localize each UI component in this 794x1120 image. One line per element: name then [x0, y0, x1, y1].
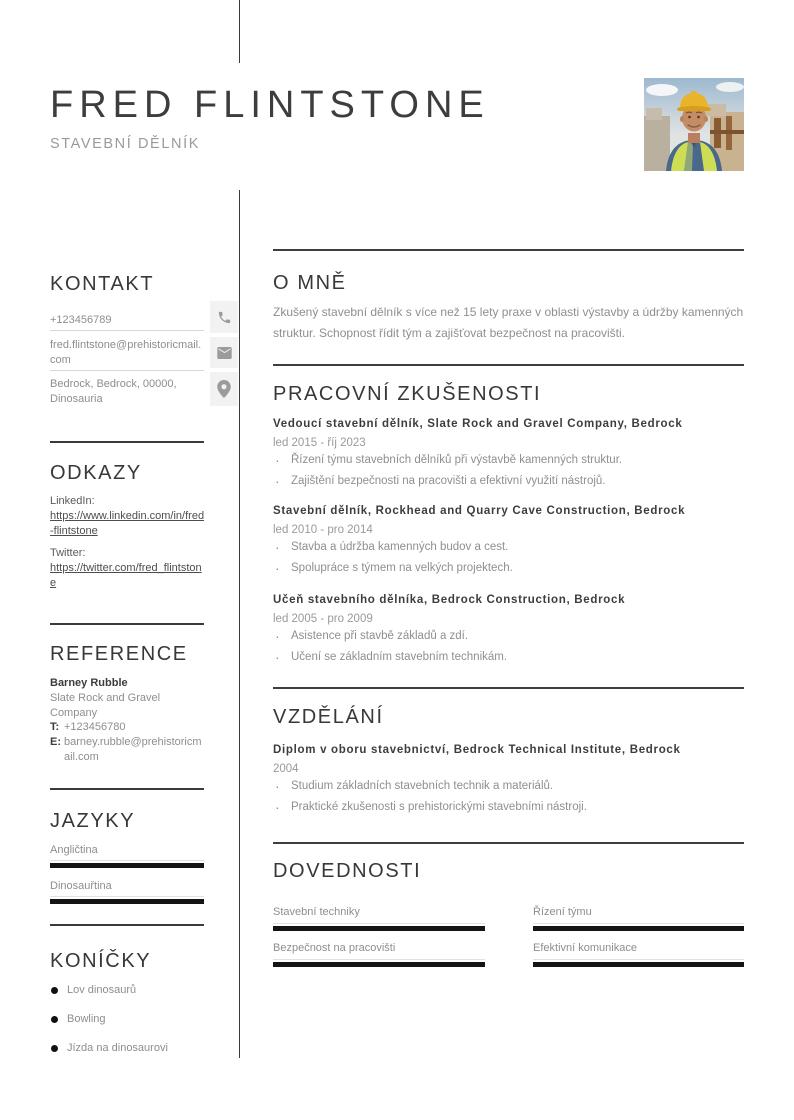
skill-level-bar [273, 926, 485, 931]
skill-level-bar [533, 962, 744, 967]
skill-name: Efektivní komunikace [533, 942, 637, 954]
hobbies-list [50, 983, 205, 1070]
person-name: FRED FLINTSTONE [50, 84, 490, 126]
job-bullets [273, 629, 744, 665]
sidebar-divider-2 [50, 623, 204, 625]
section-rule-education [273, 687, 744, 689]
link-label-twitter: Twitter: [50, 547, 86, 559]
skill-item [533, 941, 744, 967]
link-linkedin [50, 509, 205, 539]
link-label-linkedin: LinkedIn: [50, 495, 95, 507]
reference-phone: +123456780 [64, 721, 126, 733]
language-bar-track [50, 860, 204, 868]
linkedin-url[interactable]: https://www.linkedin.com/in/fred-flintstone [50, 510, 205, 537]
profile-photo-illustration [644, 78, 744, 171]
skill-name: Stavební techniky [273, 906, 360, 918]
location-icon [210, 372, 238, 406]
reference-email-label: E: [50, 736, 61, 748]
section-rule-about [273, 249, 744, 251]
hobby-item: Jízda na dinosaurovi [50, 1041, 205, 1056]
link-twitter [50, 561, 205, 591]
job-bullets [273, 540, 744, 576]
skill-level-bar [533, 926, 744, 931]
language-level-bar [50, 863, 204, 868]
twitter-url[interactable]: https://twitter.com/fred_flintstone [50, 562, 202, 589]
reference-email-row [50, 735, 205, 765]
job-dates: led 2010 - pro 2014 [273, 524, 373, 536]
skill-item [533, 905, 744, 931]
vertical-divider-main [239, 190, 240, 1058]
reference-company: Slate Rock and Gravel Company [50, 692, 161, 719]
education-heading: VZDĚLÁNÍ [273, 706, 384, 728]
job-title: Učeň stavebního dělníka, Bedrock Construction, Bedrock [273, 594, 626, 606]
experience-entry [273, 504, 744, 576]
job-bullets [273, 453, 744, 489]
job-bullet: · Asistence při stavbě základů a zdí. [273, 629, 744, 644]
hobby-item: Lov dinosaurů [50, 983, 205, 998]
language-level-bar [50, 899, 204, 904]
hobbies-heading: KONÍČKY [50, 950, 152, 972]
education-dates: 2004 [273, 763, 299, 775]
reference-email: barney.rubble@prehistoricmail.com [64, 736, 202, 763]
skill-name: Bezpečnost na pracovišti [273, 942, 396, 954]
mail-icon [210, 337, 238, 368]
experience-entry [273, 593, 744, 665]
section-rule-skills [273, 842, 744, 844]
skill-bar-track [273, 959, 485, 967]
education-bullets [273, 779, 744, 815]
skill-item [273, 905, 485, 931]
skill-item [273, 941, 485, 967]
sidebar-divider-4 [50, 924, 204, 926]
skill-bar-track [273, 923, 485, 931]
contact-heading: KONTAKT [50, 273, 155, 295]
about-text: Zkušený stavební dělník s více než 15 lety praxe v oblasti výstavby a údržby kamenných struktur. Schopnost řídit tým a zajišťovat bezpečnost na pracovišti. [273, 305, 744, 340]
job-bullet: · Zajištění bezpečnosti na pracovišti a efektivní využití nástrojů. [273, 474, 744, 489]
language-name: Dinosauřtina [50, 880, 112, 892]
language-item [50, 879, 204, 904]
reference-heading: REFERENCE [50, 643, 188, 665]
skill-name: Řízení týmu [533, 906, 592, 918]
person-job-title: STAVEBNÍ DĚLNÍK [50, 136, 200, 152]
profile-photo [644, 78, 744, 171]
experience-entry [273, 417, 744, 489]
reference-name: Barney Rubble [50, 677, 128, 689]
sidebar-divider-1 [50, 441, 204, 443]
languages-heading: JAZYKY [50, 810, 136, 832]
skill-bar-track [533, 923, 744, 931]
language-name: Angličtina [50, 844, 98, 856]
links-heading: ODKAZY [50, 462, 142, 484]
language-bar-track [50, 896, 204, 904]
job-title: Vedoucí stavební dělník, Slate Rock and Gravel Company, Bedrock [273, 418, 683, 430]
job-bullet: · Spolupráce s týmem na velkých projektech. [273, 561, 744, 576]
education-title: Diplom v oboru stavebnictví, Bedrock Technical Institute, Bedrock [273, 744, 681, 756]
job-title: Stavební dělník, Rockhead and Quarry Cave Construction, Bedrock [273, 505, 686, 517]
about-heading: O MNĚ [273, 272, 347, 294]
reference-phone-row [50, 720, 205, 735]
experience-heading: PRACOVNÍ ZKUŠENOSTI [273, 383, 542, 405]
reference-phone-label: T: [50, 721, 60, 733]
education-bullet: · Studium základních stavebních technik a materiálů. [273, 779, 744, 794]
skills-heading: DOVEDNOSTI [273, 860, 422, 882]
contact-phone: +123456789 [50, 314, 112, 326]
skill-level-bar [273, 962, 485, 967]
phone-icon [210, 301, 238, 333]
section-rule-experience [273, 364, 744, 366]
job-dates: led 2015 - říj 2023 [273, 437, 366, 449]
job-bullet: · Stavba a údržba kamenných budov a cest. [273, 540, 744, 555]
language-item [50, 843, 204, 868]
education-bullet: · Praktické zkušenosti s prehistorickými stavebními nástroji. [273, 800, 744, 815]
sidebar-divider-3 [50, 788, 204, 790]
skill-bar-track [533, 959, 744, 967]
contact-separator-2 [50, 370, 204, 371]
job-bullet: · Učení se základním stavebním technikám. [273, 650, 744, 665]
job-bullet: · Řízení týmu stavebních dělníků při výstavbě kamenných struktur. [273, 453, 744, 468]
job-dates: led 2005 - pro 2009 [273, 613, 373, 625]
contact-separator-1 [50, 330, 204, 331]
hobby-item: Bowling [50, 1012, 205, 1027]
contact-address: Bedrock, Bedrock, 00000, Dinosauria [50, 378, 177, 405]
skills-grid [273, 905, 744, 967]
education-entry [273, 743, 744, 815]
contact-email: fred.flintstone@prehistoricmail.com [50, 339, 202, 366]
vertical-divider-top [239, 0, 240, 63]
